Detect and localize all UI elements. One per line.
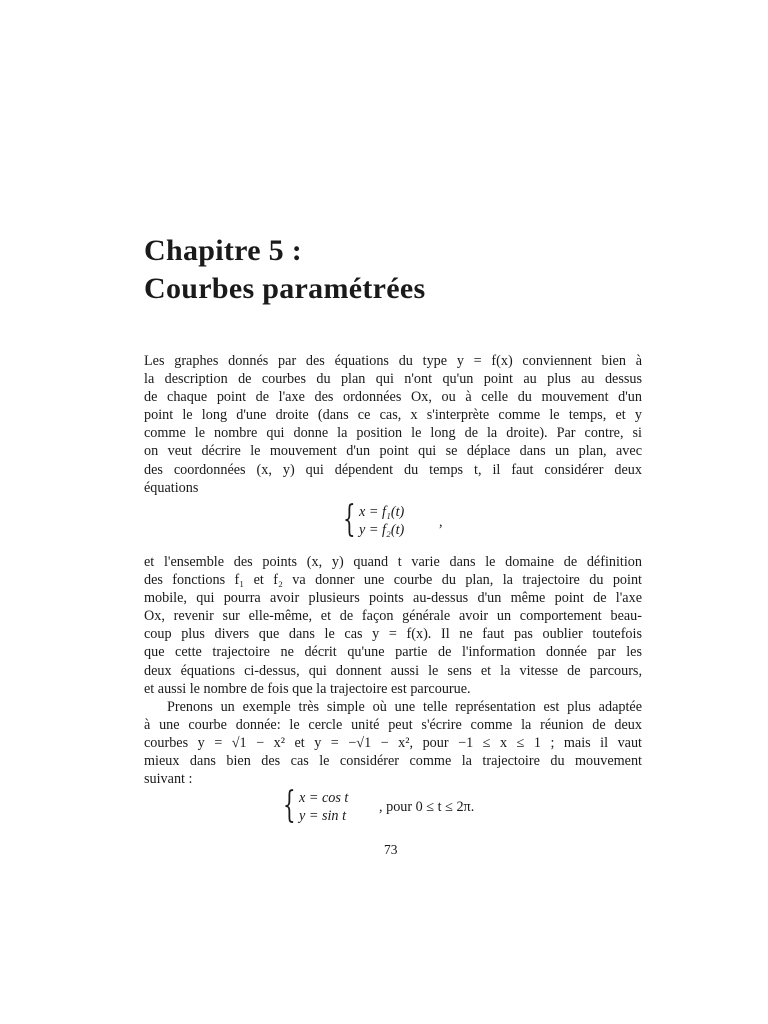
- text-line: Les graphes donnés par des équations du type y = f(x) conviennent bien à: [144, 353, 642, 369]
- equation-row: y = f₂(t): [359, 522, 405, 538]
- paragraph-trajectory: [144, 553, 642, 698]
- text-line: des fonctions f₁ et f₂ va donner une courbe du plan, la trajectoire du point: [144, 572, 642, 589]
- left-brace: {: [283, 785, 296, 826]
- text-line: deux équations ci-dessus, qui donnent aussi le sens et la vitesse de parcours,: [144, 662, 642, 679]
- text-line: des coordonnées (x, y) qui dépendent du temps t, il faut considérer deux: [144, 461, 642, 478]
- text-line: on veut décrire le mouvement d'un point qui se déplace dans un plan, avec: [144, 443, 642, 460]
- text-line: équations: [144, 479, 199, 496]
- text-line: la description de courbes du plan qui n'ont qu'un point au plus au dessus: [144, 371, 642, 388]
- equation-system-2: [283, 785, 523, 830]
- equation-row: x = f₁(t): [359, 504, 405, 520]
- text-line: mobile, qui pourra avoir plusieurs points au-dessus d'un même point de l'axe: [144, 590, 642, 607]
- text-line: point le long d'une droite (dans ce cas, x s'interprète comme le temps, et y: [144, 407, 642, 424]
- chapter-number: Chapitre 5 :: [144, 234, 303, 267]
- text-line: coup plus divers que dans le cas y = f(x). Il ne faut pas oublier toutefois: [144, 626, 642, 643]
- equation-system-1: [343, 499, 463, 544]
- text-line: suivant :: [144, 771, 193, 788]
- text-line: comme le nombre qui donne la position le long de la droite). Par contre, si: [144, 425, 642, 442]
- left-brace: {: [343, 499, 356, 540]
- equation-row: y = sin t: [299, 808, 347, 824]
- text-line: que cette trajectoire ne décrit qu'une partie de l'information donnée par les: [144, 644, 642, 661]
- chapter-title: [144, 232, 425, 308]
- equation-suffix: ,: [439, 514, 443, 530]
- text-line: de chaque point de l'axe des ordonnées Ox, ou à celle du mouvement d'un: [144, 389, 642, 406]
- equation-row: x = cos t: [299, 790, 349, 806]
- paragraph-intro: [144, 352, 642, 497]
- text-line: courbes y = √1 − x² et y = −√1 − x², pour −1 ≤ x ≤ 1 ; mais il vaut: [144, 735, 642, 752]
- text-line: Ox, revenir sur elle-même, et de façon générale avoir un comportement beau-: [144, 608, 642, 625]
- text-line: Prenons un exemple très simple où une telle représentation est plus adaptée: [167, 699, 642, 715]
- equation-suffix: , pour 0 ≤ t ≤ 2π.: [379, 799, 475, 815]
- text-line: à une courbe donnée: le cercle unité peut s'écrire comme la réunion de deux: [144, 717, 642, 734]
- paragraph-example: [144, 698, 642, 788]
- chapter-name: Courbes paramétrées: [144, 272, 426, 305]
- page-number: 73: [384, 842, 398, 857]
- text-line: et l'ensemble des points (x, y) quand t varie dans le domaine de définition: [144, 554, 642, 570]
- text-line: mieux dans bien des cas le considérer comme la trajectoire du mouvement: [144, 753, 642, 770]
- text-line: et aussi le nombre de fois que la trajectoire est parcourue.: [144, 680, 471, 697]
